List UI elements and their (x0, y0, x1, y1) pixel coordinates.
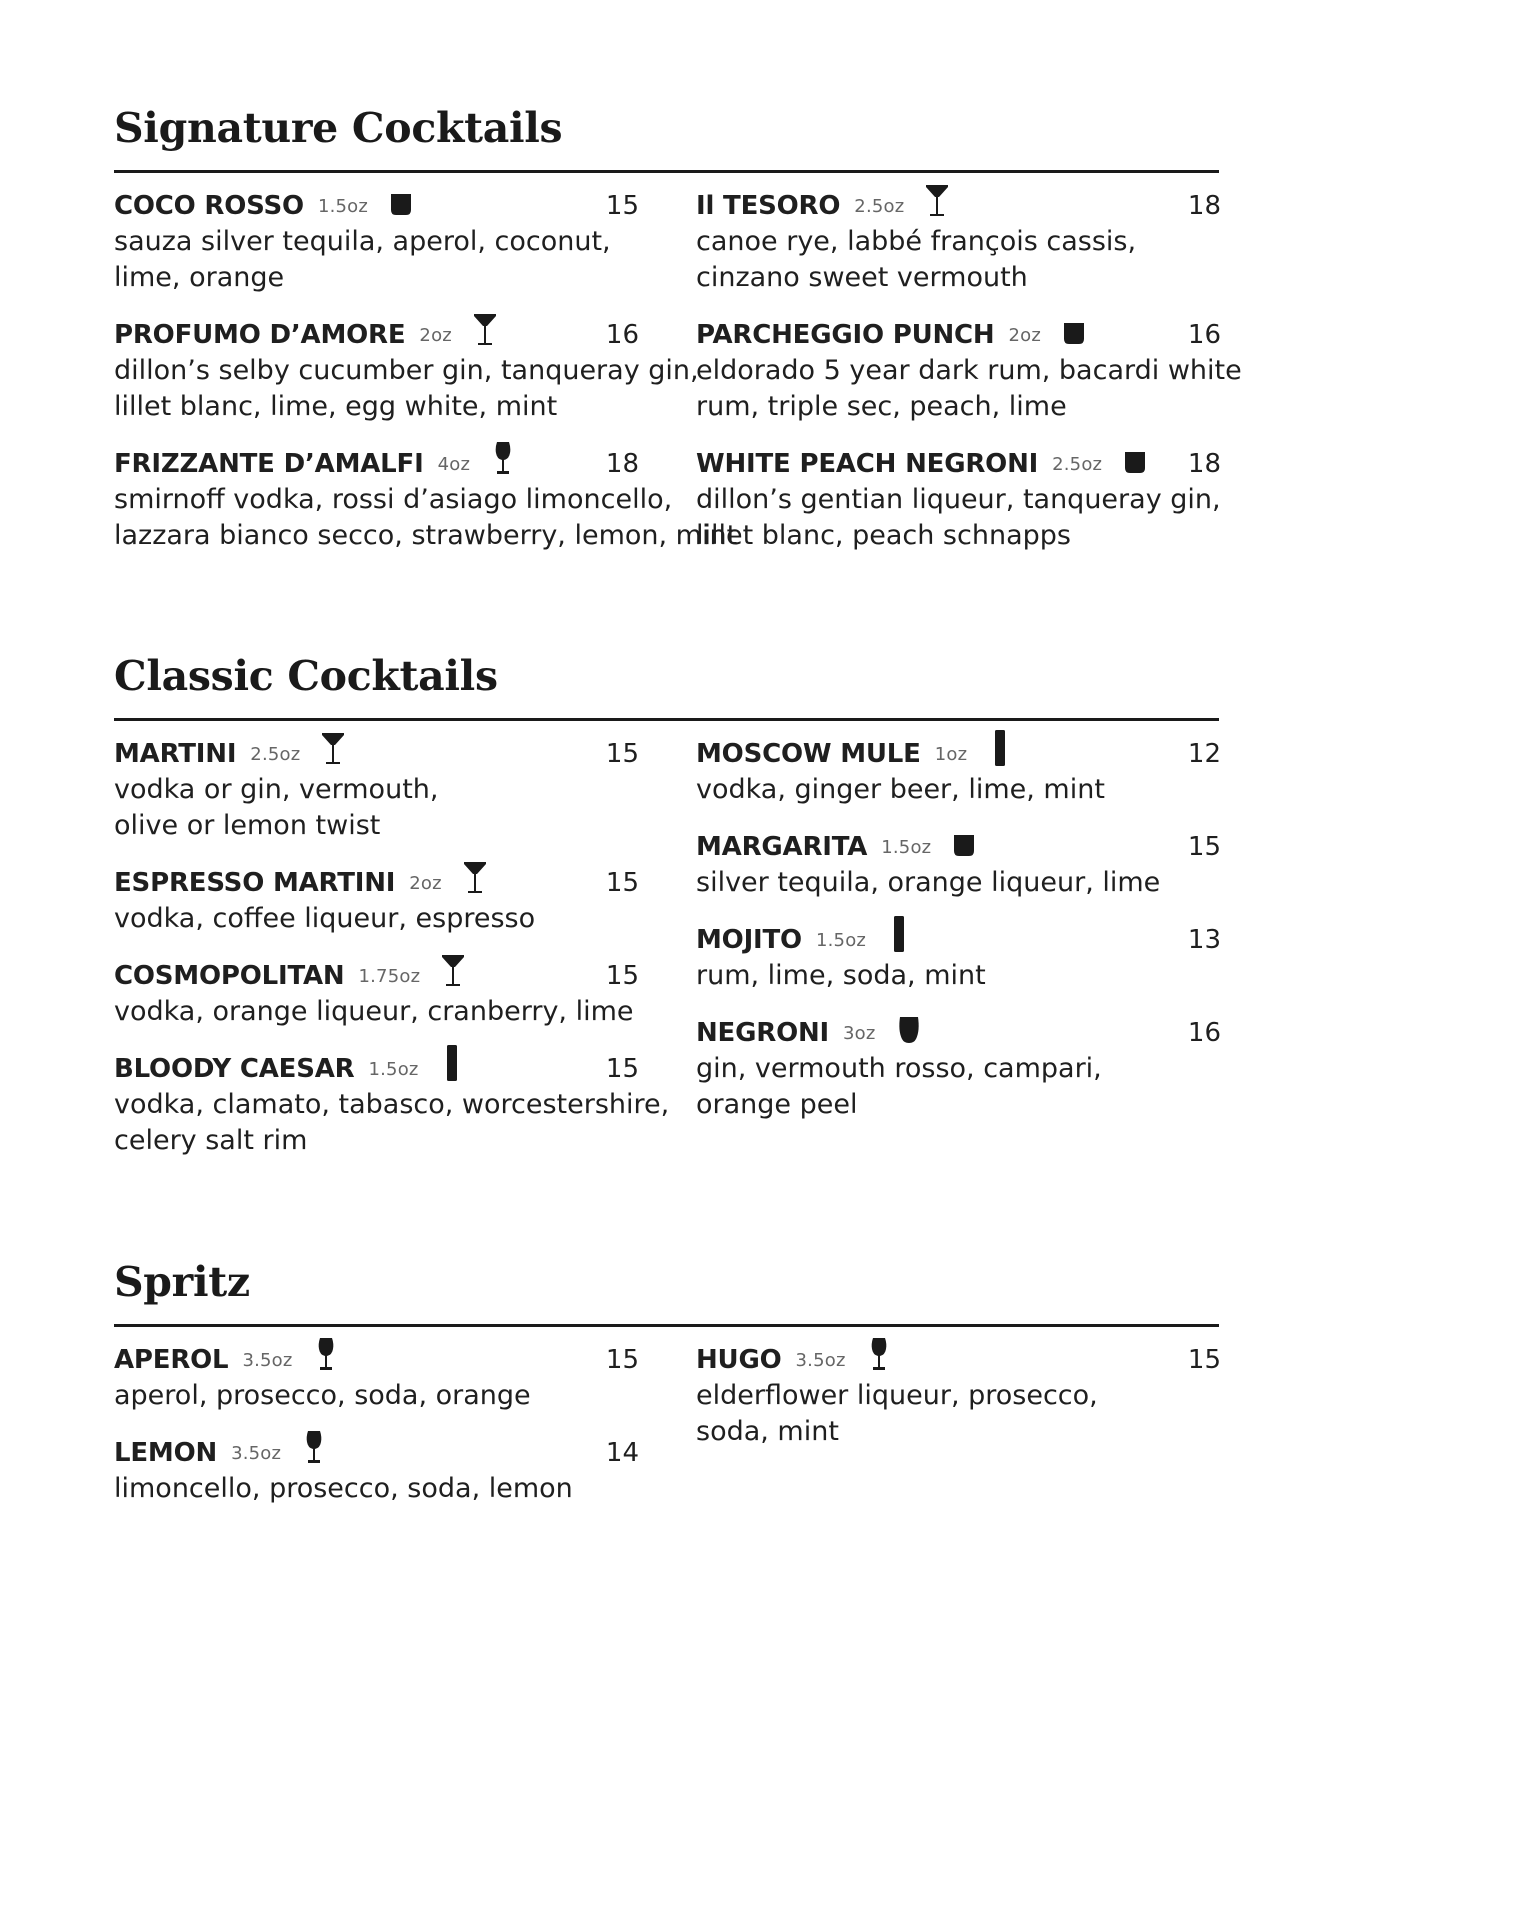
item-pour-size: 2.5oz (250, 743, 301, 765)
item-pour-size: 3.5oz (242, 1349, 293, 1371)
highball-glass-icon (983, 730, 1017, 766)
description-line: vodka or gin, vermouth, (114, 774, 439, 805)
item-pour-size: 3oz (843, 1022, 876, 1044)
item-pour-size: 3.5oz (231, 1442, 282, 1464)
description-line: vodka, orange liqueur, cranberry, lime (114, 996, 634, 1027)
description-line: dillon’s selby cucumber gin, tanqueray gin, (114, 355, 699, 386)
item-header (696, 317, 1221, 353)
item-pour-size: 1.5oz (368, 1058, 419, 1080)
description-line: vodka, clamato, tabasco, worcestershire, (114, 1089, 670, 1120)
description-line: sauza silver tequila, aperol, coconut, (114, 226, 611, 257)
martini-glass-icon (436, 952, 470, 988)
item-header (114, 446, 639, 482)
item-name: COCO ROSSO (114, 191, 304, 221)
description-line: rum, triple sec, peach, lime (696, 391, 1067, 422)
item-name: APEROL (114, 1345, 229, 1375)
menu-item (114, 736, 639, 844)
item-price: 18 (1187, 191, 1221, 221)
item-description (696, 353, 1242, 425)
item-name: LEMON (114, 1438, 218, 1468)
item-pour-size: 3.5oz (795, 1349, 846, 1371)
section-divider (114, 718, 1219, 721)
item-description (114, 224, 639, 296)
menu-item (696, 1015, 1221, 1123)
item-name: PROFUMO D’AMORE (114, 320, 406, 350)
description-line: aperol, prosecco, soda, orange (114, 1380, 531, 1411)
menu-item (696, 1342, 1221, 1450)
menu-item (114, 1051, 670, 1159)
section-title: Spritz (114, 1258, 250, 1306)
item-description (696, 958, 1221, 994)
description-line: lillet blanc, peach schnapps (696, 520, 1071, 551)
section-classic-cocktails (114, 648, 1221, 1156)
highball-glass-icon (882, 916, 916, 952)
item-description (114, 772, 639, 844)
item-header (696, 1342, 1221, 1378)
item-description (114, 1378, 639, 1414)
item-description (696, 224, 1221, 296)
item-header (696, 188, 1221, 224)
item-pour-size: 1.5oz (317, 195, 369, 217)
item-price: 13 (1187, 925, 1221, 955)
item-description (114, 482, 738, 554)
description-line: limoncello, prosecco, soda, lemon (114, 1473, 573, 1504)
description-line: soda, mint (696, 1416, 839, 1447)
description-line: canoe rye, labbé françois cassis, (696, 226, 1137, 257)
item-description (696, 865, 1221, 901)
description-line: gin, vermouth rosso, campari, (696, 1053, 1102, 1084)
rocks-glass-icon (1118, 440, 1152, 476)
menu-item (696, 736, 1221, 808)
item-description (114, 901, 639, 937)
item-description (114, 1087, 670, 1159)
rocks-glass-icon (947, 823, 981, 859)
item-pour-size: 1.5oz (815, 929, 867, 951)
item-name: FRIZZANTE D’AMALFI (114, 449, 424, 479)
item-header (696, 446, 1221, 482)
description-line: elderflower liqueur, prosecco, (696, 1380, 1098, 1411)
description-line: dillon’s gentian liqueur, tanqueray gin, (696, 484, 1221, 515)
description-line: rum, lime, soda, mint (696, 960, 986, 991)
item-header (114, 1051, 639, 1087)
description-line: lillet blanc, lime, egg white, mint (114, 391, 558, 422)
martini-glass-icon (458, 859, 492, 895)
wine-glass-icon (309, 1336, 343, 1372)
description-line: silver tequila, orange liqueur, lime (696, 867, 1161, 898)
description-line: eldorado 5 year dark rum, bacardi white (696, 355, 1242, 386)
item-header (114, 1435, 639, 1471)
item-pour-size: 2oz (409, 872, 442, 894)
item-header (114, 317, 639, 353)
item-header (696, 829, 1221, 865)
menu-item (696, 922, 1221, 994)
menu-item (696, 446, 1221, 554)
item-price: 15 (605, 191, 639, 221)
stemless-glass-icon (892, 1009, 926, 1045)
item-header (114, 865, 639, 901)
menu-item (696, 317, 1242, 425)
item-price: 15 (605, 1054, 639, 1084)
item-header (114, 1342, 639, 1378)
martini-glass-icon (316, 730, 350, 766)
item-pour-size: 1.75oz (358, 965, 421, 987)
item-name: MOSCOW MULE (696, 739, 921, 769)
item-price: 14 (605, 1438, 639, 1468)
item-name: MARGARITA (696, 832, 868, 862)
item-price: 12 (1187, 739, 1221, 769)
section-divider (114, 1324, 1219, 1327)
item-price: 15 (1187, 1345, 1221, 1375)
item-description (696, 482, 1221, 554)
description-line: olive or lemon twist (114, 810, 381, 841)
menu-item (114, 1342, 639, 1414)
wine-glass-icon (862, 1336, 896, 1372)
item-pour-size: 1oz (934, 743, 968, 765)
item-description (696, 1378, 1221, 1450)
description-line: cinzano sweet vermouth (696, 262, 1028, 293)
item-price: 15 (605, 961, 639, 991)
item-header (114, 188, 639, 224)
item-name: ESPRESSO MARTINI (114, 868, 396, 898)
item-header (114, 736, 639, 772)
item-header (114, 958, 639, 994)
item-header (696, 736, 1221, 772)
menu-item (114, 188, 639, 296)
item-header (696, 1015, 1221, 1051)
description-line: orange peel (696, 1089, 858, 1120)
description-line: celery salt rim (114, 1125, 308, 1156)
item-pour-size: 4oz (437, 453, 471, 475)
description-line: lime, orange (114, 262, 285, 293)
menu-item (696, 829, 1221, 901)
wine-glass-icon (486, 440, 520, 476)
section-signature-cocktails (114, 100, 1242, 551)
item-pour-size: 1.5oz (881, 836, 932, 858)
menu-item (114, 958, 639, 1030)
description-line: vodka, coffee liqueur, espresso (114, 903, 536, 934)
item-description (114, 1471, 639, 1507)
section-divider (114, 170, 1219, 173)
rocks-glass-icon (384, 182, 418, 218)
item-name: PARCHEGGIO PUNCH (696, 320, 995, 350)
description-line: vodka, ginger beer, lime, mint (696, 774, 1105, 805)
item-name: BLOODY CAESAR (114, 1054, 355, 1084)
rocks-glass-icon (1057, 311, 1091, 347)
menu-item (114, 865, 639, 937)
item-name: Il TESORO (696, 191, 841, 221)
section-title: Signature Cocktails (114, 104, 563, 152)
wine-glass-icon (297, 1429, 331, 1465)
item-pour-size: 2.5oz (1052, 453, 1103, 475)
item-name: WHITE PEACH NEGRONI (696, 449, 1039, 479)
menu-item (696, 188, 1221, 296)
menu-item (114, 317, 699, 425)
item-description (696, 772, 1221, 808)
item-pour-size: 2.5oz (854, 195, 905, 217)
description-line: smirnoff vodka, rossi d’asiago limoncello, (114, 484, 673, 515)
martini-glass-icon (468, 311, 502, 347)
item-pour-size: 2oz (419, 324, 452, 346)
menu-item (114, 446, 738, 554)
menu-item (114, 1435, 639, 1507)
item-name: COSMOPOLITAN (114, 961, 345, 991)
description-line: lazzara bianco secco, strawberry, lemon, mint (114, 520, 738, 551)
item-name: NEGRONI (696, 1018, 830, 1048)
section-spritz (114, 1254, 1221, 1504)
item-price: 16 (1187, 320, 1221, 350)
item-price: 16 (605, 320, 639, 350)
item-price: 18 (605, 449, 639, 479)
item-price: 16 (1187, 1018, 1221, 1048)
item-price: 15 (1187, 832, 1221, 862)
item-name: HUGO (696, 1345, 782, 1375)
item-price: 15 (605, 739, 639, 769)
section-title: Classic Cocktails (114, 652, 498, 700)
item-price: 18 (1187, 449, 1221, 479)
item-description (114, 353, 699, 425)
highball-glass-icon (435, 1045, 469, 1081)
item-description (114, 994, 639, 1030)
item-price: 15 (605, 1345, 639, 1375)
item-header (696, 922, 1221, 958)
martini-glass-icon (920, 182, 954, 218)
item-pour-size: 2oz (1008, 324, 1042, 346)
item-name: MOJITO (696, 925, 802, 955)
item-name: MARTINI (114, 739, 237, 769)
item-price: 15 (605, 868, 639, 898)
item-description (696, 1051, 1221, 1123)
